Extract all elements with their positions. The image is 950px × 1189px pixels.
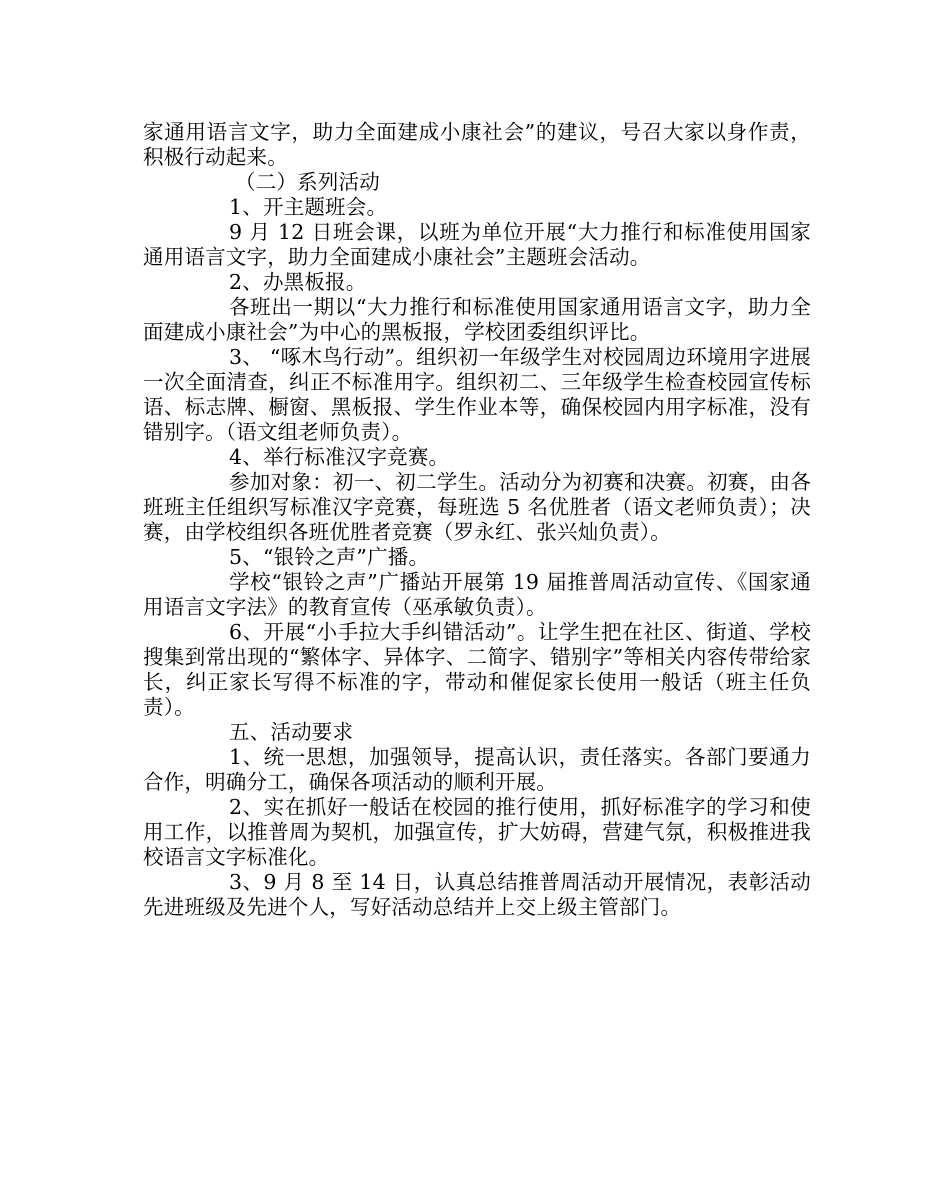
section-heading-requirements: 五、活动要求	[229, 720, 354, 744]
document-page	[143, 120, 811, 920]
paragraph-class-meeting: 9 月 12 日班会课，以班为单位开展“大力推行和标准使用国家通用语言文字，助力全面建成小康社会”主题班会活动。	[143, 220, 811, 269]
paragraph-requirement-3: 3、9 月 8 至 14 日，认真总结推普周活动开展情况，表彰活动先进班级及先进个人，写好活动总结并上交上级主管部门。	[143, 870, 811, 919]
paragraph-character-contest: 参加对象：初一、初二学生。活动分为初赛和决赛。初赛，由各班班主任组织写标准汉字竞赛，每班选 5 名优胜者（语文老师负责）；决赛，由学校组织各班优胜者竞赛（罗永红、张兴灿负责）。	[143, 470, 811, 544]
paragraph-blackboard: 各班出一期以“大力推行和标准使用国家通用语言文字，助力全面建成小康社会”为中心的黑板报，学校团委组织评比。	[143, 295, 811, 344]
item-heading-blackboard: 2、办黑板报。	[229, 270, 367, 294]
paragraph-broadcast: 学校“银铃之声”广播站开展第 19 届推普周活动宣传、《国家通用语言文字法》的教育宣传（巫承敏负责）。	[143, 570, 811, 619]
item-heading-broadcast: 5、“银铃之声”广播。	[229, 545, 430, 569]
paragraph-small-hands-activity: 6、开展“小手拉大手纠错活动”。让学生把在社区、街道、学校搜集到常出现的“繁体字、异体字、二简字、错别字”等相关内容传带给家长，纠正家长写得不标准的字，带动和催促家长使用一般话（班主任负责）。	[143, 620, 811, 719]
paragraph-requirement-2: 2、实在抓好一般话在校园的推行使用，抓好标准字的学习和使用工作，以推普周为契机，加强宣传，扩大妨碍，营建气氛，积极推进我校语言文字标准化。	[143, 795, 811, 869]
paragraph-woodpecker-action: 3、 “啄木鸟行动”。组织初一年级学生对校园周边环境用字进展一次全面清查，纠正不标准用字。组织初二、三年级学生检查校园宣传标语、标志牌、橱窗、黑板报、学生作业本等，确保校园内用字标准，没有错别字。（语文组老师负责）。	[143, 345, 811, 444]
section-heading-series-activities: （二）系列活动	[235, 170, 380, 194]
paragraph-continuation: 家通用语言文字，助力全面建成小康社会”的建议，号召大家以身作责，积极行动起来。	[143, 120, 811, 169]
item-heading-character-contest: 4、举行标准汉字竞赛。	[229, 445, 450, 469]
item-heading-class-meeting: 1、开主题班会。	[229, 195, 388, 219]
paragraph-requirement-1: 1、统一思想，加强领导，提高认识，责任落实。各部门要通力合作，明确分工，确保各项活动的顺利开展。	[143, 745, 811, 794]
